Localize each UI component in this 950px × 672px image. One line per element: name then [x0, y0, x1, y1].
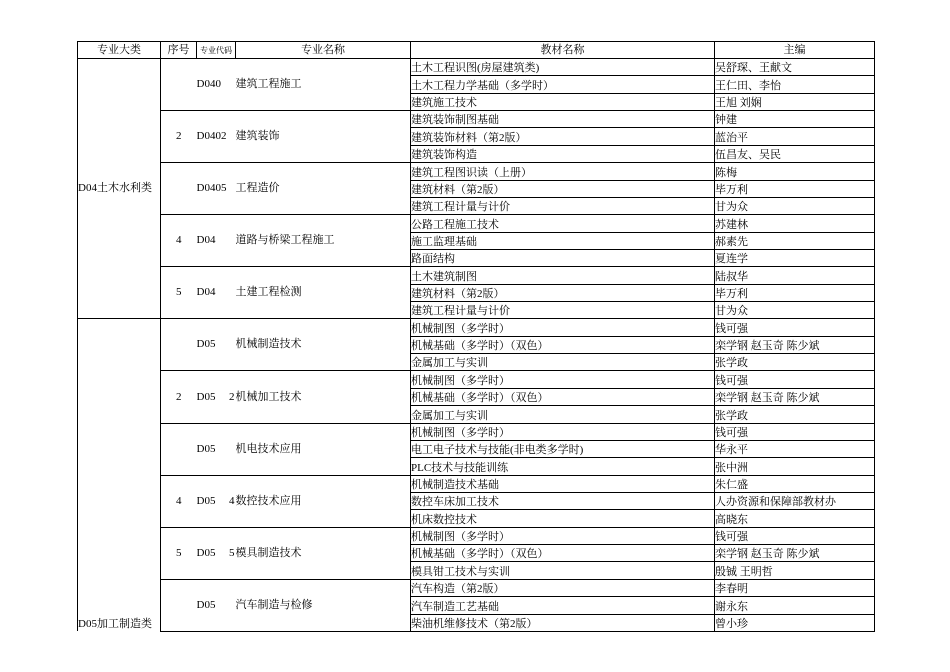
textbook-title-cell: 机械制图（多学时）	[411, 423, 715, 440]
textbook-title-cell: 模具钳工技术与实训	[411, 562, 715, 579]
major-code: D05	[196, 546, 216, 559]
major-name-cell: 道路与桥梁工程施工	[236, 215, 411, 267]
editor-cell: 钟建	[715, 111, 875, 128]
major-code-tail: 5	[229, 546, 235, 559]
major-name-cell: 数控技术应用	[236, 475, 411, 527]
textbook-title-cell: 建筑材料（第2版）	[411, 180, 715, 197]
editor-cell: 高晓东	[715, 510, 875, 527]
editor-cell: 陆叔华	[715, 267, 875, 284]
textbook-table	[77, 41, 875, 632]
editor-cell: 栾学钢 赵玉奇 陈少斌	[715, 545, 875, 562]
major-code-cell	[197, 163, 236, 215]
editor-cell: 蓝治平	[715, 128, 875, 145]
major-code: D05	[196, 494, 216, 507]
major-code-cell	[197, 371, 236, 423]
major-code: D04	[196, 234, 216, 247]
major-name-cell: 模具制造技术	[236, 527, 411, 579]
header-major: 专业名称	[236, 42, 411, 59]
editor-cell: 谢永东	[715, 597, 875, 614]
header-row	[78, 42, 875, 59]
textbook-title-cell: 路面结构	[411, 249, 715, 266]
editor-cell: 毕万利	[715, 180, 875, 197]
major-code-cell	[197, 423, 236, 475]
major-code: D05	[196, 598, 216, 611]
editor-cell: 曾小珍	[715, 614, 875, 631]
seq-cell	[161, 423, 197, 475]
editor-cell: 苏建林	[715, 215, 875, 232]
seq-cell: 2	[161, 371, 197, 423]
major-name-cell: 机械制造技术	[236, 319, 411, 371]
header-code: 专业代码	[197, 42, 236, 59]
major-name-cell: 土建工程检测	[236, 267, 411, 319]
header-textbook: 教材名称	[411, 42, 715, 59]
major-code-cell	[197, 111, 236, 163]
major-code-cell	[197, 59, 236, 111]
textbook-title-cell: 土木工程力学基础（多学时）	[411, 76, 715, 93]
editor-cell: 甘为众	[715, 302, 875, 319]
editor-cell: 钱可强	[715, 527, 875, 544]
category-cell: D05加工制造类	[78, 319, 161, 631]
major-code-cell	[197, 215, 236, 267]
textbook-title-cell: 建筑工程计量与计价	[411, 302, 715, 319]
textbook-title-cell: 建筑装饰构造	[411, 145, 715, 162]
editor-cell: 张学政	[715, 406, 875, 423]
table-row	[78, 527, 875, 544]
textbook-title-cell: 土木建筑制图	[411, 267, 715, 284]
textbook-title-cell: 数控车床加工技术	[411, 492, 715, 509]
editor-cell: 王旭 刘娴	[715, 93, 875, 110]
seq-cell: 5	[161, 267, 197, 319]
editor-cell: 王仁田、李怡	[715, 76, 875, 93]
major-code: D0402	[196, 130, 227, 143]
textbook-title-cell: 金属加工与实训	[411, 406, 715, 423]
seq-cell: 2	[161, 111, 197, 163]
textbook-title-cell: 建筑装饰制图基础	[411, 111, 715, 128]
textbook-title-cell: 柴油机维修技术（第2版）	[411, 614, 715, 631]
header-seq: 序号	[161, 42, 197, 59]
textbook-title-cell: 土木工程识图(房屋建筑类)	[411, 59, 715, 76]
major-name-cell: 汽车制造与检修	[236, 579, 411, 631]
textbook-title-cell: 建筑装饰材料（第2版）	[411, 128, 715, 145]
major-code-cell	[197, 475, 236, 527]
header-category: 专业大类	[78, 42, 161, 59]
editor-cell: 伍昌友、吴民	[715, 145, 875, 162]
editor-cell: 殷铖 王明哲	[715, 562, 875, 579]
editor-cell: 人办资源和保障部教材办	[715, 492, 875, 509]
seq-cell: 4	[161, 215, 197, 267]
table-row	[78, 371, 875, 388]
editor-cell: 甘为众	[715, 197, 875, 214]
major-name-cell: 机电技术应用	[236, 423, 411, 475]
major-code: D05	[196, 390, 216, 403]
table-row	[78, 163, 875, 180]
editor-cell: 张学政	[715, 354, 875, 371]
editor-cell: 陈梅	[715, 163, 875, 180]
textbook-title-cell: 建筑施工技术	[411, 93, 715, 110]
major-code: D05	[196, 442, 216, 455]
editor-cell: 李春明	[715, 579, 875, 596]
seq-cell	[161, 163, 197, 215]
textbook-title-cell: 机械基础（多学时）（双色）	[411, 336, 715, 353]
editor-cell: 栾学钢 赵玉奇 陈少斌	[715, 388, 875, 405]
category-cell: D04土木水利类	[78, 59, 161, 319]
editor-cell: 栾学钢 赵玉奇 陈少斌	[715, 336, 875, 353]
textbook-title-cell: 机械制图（多学时）	[411, 319, 715, 336]
table-row	[78, 59, 875, 76]
major-code: D05	[196, 338, 216, 351]
seq-cell: 5	[161, 527, 197, 579]
editor-cell: 郝素先	[715, 232, 875, 249]
major-name-cell: 建筑装饰	[236, 111, 411, 163]
editor-cell: 钱可强	[715, 371, 875, 388]
textbook-title-cell: 机床数控技术	[411, 510, 715, 527]
textbook-title-cell: 施工监理基础	[411, 232, 715, 249]
major-name-cell: 机械加工技术	[236, 371, 411, 423]
table-row	[78, 319, 875, 336]
editor-cell: 华永平	[715, 440, 875, 457]
editor-cell: 张中洲	[715, 458, 875, 475]
header-editor: 主编	[715, 42, 875, 59]
major-name-cell: 工程造价	[236, 163, 411, 215]
textbook-title-cell: 机械基础（多学时）（双色）	[411, 388, 715, 405]
textbook-title-cell: 建筑材料（第2版）	[411, 284, 715, 301]
textbook-title-cell: 金属加工与实训	[411, 354, 715, 371]
textbook-title-cell: 建筑工程计量与计价	[411, 197, 715, 214]
table-row	[78, 423, 875, 440]
textbook-title-cell: 机械制图（多学时）	[411, 527, 715, 544]
seq-cell	[161, 579, 197, 631]
major-code: D04	[196, 286, 216, 299]
table-row	[78, 475, 875, 492]
major-code-cell	[197, 267, 236, 319]
table-row	[78, 215, 875, 232]
textbook-title-cell: 机械基础（多学时）（双色）	[411, 545, 715, 562]
seq-cell	[161, 319, 197, 371]
editor-cell: 吴舒琛、王献文	[715, 59, 875, 76]
editor-cell: 毕万利	[715, 284, 875, 301]
table-row	[78, 267, 875, 284]
textbook-title-cell: PLC技术与技能训练	[411, 458, 715, 475]
textbook-title-cell: 机械制图（多学时）	[411, 371, 715, 388]
editor-cell: 夏连学	[715, 249, 875, 266]
major-code-cell	[197, 319, 236, 371]
major-code: D040	[196, 78, 221, 91]
table-row	[78, 579, 875, 596]
major-code-tail: 2	[229, 390, 235, 403]
textbook-title-cell: 电工电子技术与技能(非电类多学时)	[411, 440, 715, 457]
textbook-title-cell: 汽车构造（第2版）	[411, 579, 715, 596]
major-code-cell	[197, 527, 236, 579]
seq-cell: 4	[161, 475, 197, 527]
table-body	[78, 59, 875, 632]
textbook-title-cell: 汽车制造工艺基础	[411, 597, 715, 614]
editor-cell: 钱可强	[715, 423, 875, 440]
major-code-cell	[197, 579, 236, 631]
table-row	[78, 111, 875, 128]
textbook-title-cell: 公路工程施工技术	[411, 215, 715, 232]
major-code-tail: 4	[229, 494, 235, 507]
textbook-title-cell: 建筑工程图识读（上册）	[411, 163, 715, 180]
major-name-cell: 建筑工程施工	[236, 59, 411, 111]
textbook-title-cell: 机械制造技术基础	[411, 475, 715, 492]
editor-cell: 朱仁盛	[715, 475, 875, 492]
seq-cell	[161, 59, 197, 111]
editor-cell: 钱可强	[715, 319, 875, 336]
major-code: D0405	[196, 182, 227, 195]
